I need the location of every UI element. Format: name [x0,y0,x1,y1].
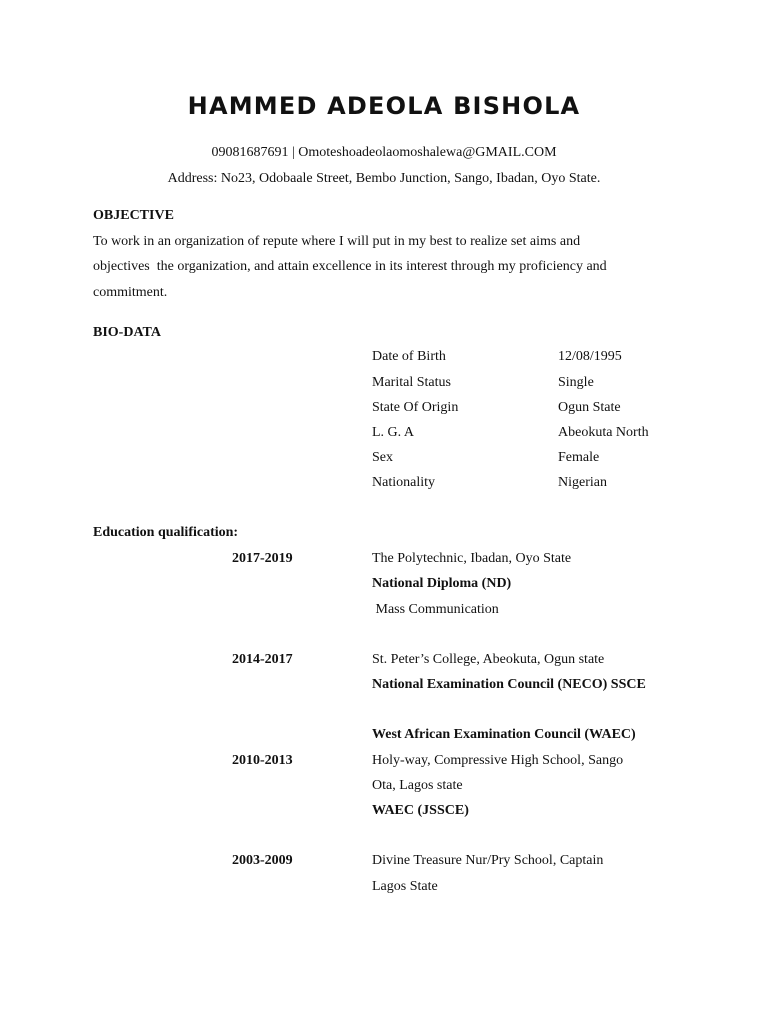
school-name: The Polytechnic, Ibadan, Oyo State [372,551,572,566]
biodata-label: State Of Origin [372,400,459,415]
contact-separator: | [291,145,295,160]
phone-number: 09081687691 [211,145,289,160]
biodata-value: Nigerian [558,475,607,490]
biodata-value: Abeokuta North [558,425,649,440]
qualification: National Diploma (ND) [372,576,512,591]
objective-line-1: To work in an organization of repute where I will put in my best to realize set aims and [93,234,581,249]
biodata-label: Date of Birth [372,349,446,364]
biodata-label: Nationality [372,475,435,490]
course-of-study: Mass Communication [372,602,499,617]
education-years: 2017-2019 [232,551,293,566]
education-years: 2014-2017 [232,652,293,667]
education-heading: Education qualification: [93,525,239,540]
biodata-heading: BIO-DATA [93,325,161,340]
biodata-value: Ogun State [558,400,621,415]
school-name: Divine Treasure Nur/Pry School, Captain [372,853,604,868]
education-years: 2010-2013 [232,753,293,768]
contact-line [0,144,768,162]
school-location: Lagos State [372,879,438,894]
objective-line-3: commitment. [93,285,168,300]
applicant-name: HAMMED ADEOLA BISHOLA [187,92,581,120]
school-location: Ota, Lagos state [372,778,463,793]
biodata-value: Female [558,450,600,465]
address-line: Address: No23, Odobaale Street, Bembo Junction, Sango, Ibadan, Oyo State. [167,171,601,186]
qualification: WAEC (JSSCE) [372,803,469,818]
biodata-value: 12/08/1995 [558,349,622,364]
biodata-label: L. G. A [372,425,414,440]
qualification: National Examination Council (NECO) SSCE [372,677,646,692]
biodata-label: Marital Status [372,375,451,390]
email-address: Omoteshoadeolaomoshalewa@GMAIL.COM [298,145,557,160]
biodata-value: Single [558,375,594,390]
education-years: 2003-2009 [232,853,293,868]
qualification: West African Examination Council (WAEC) [372,727,636,742]
school-name: Holy-way, Compressive High School, Sango [372,753,624,768]
school-name: St. Peter’s College, Abeokuta, Ogun state [372,652,605,667]
objective-line-2: objectives the organization, and attain excellence in its interest through my proficiency and [93,259,607,274]
objective-heading: OBJECTIVE [93,208,174,223]
biodata-label: Sex [372,450,393,465]
